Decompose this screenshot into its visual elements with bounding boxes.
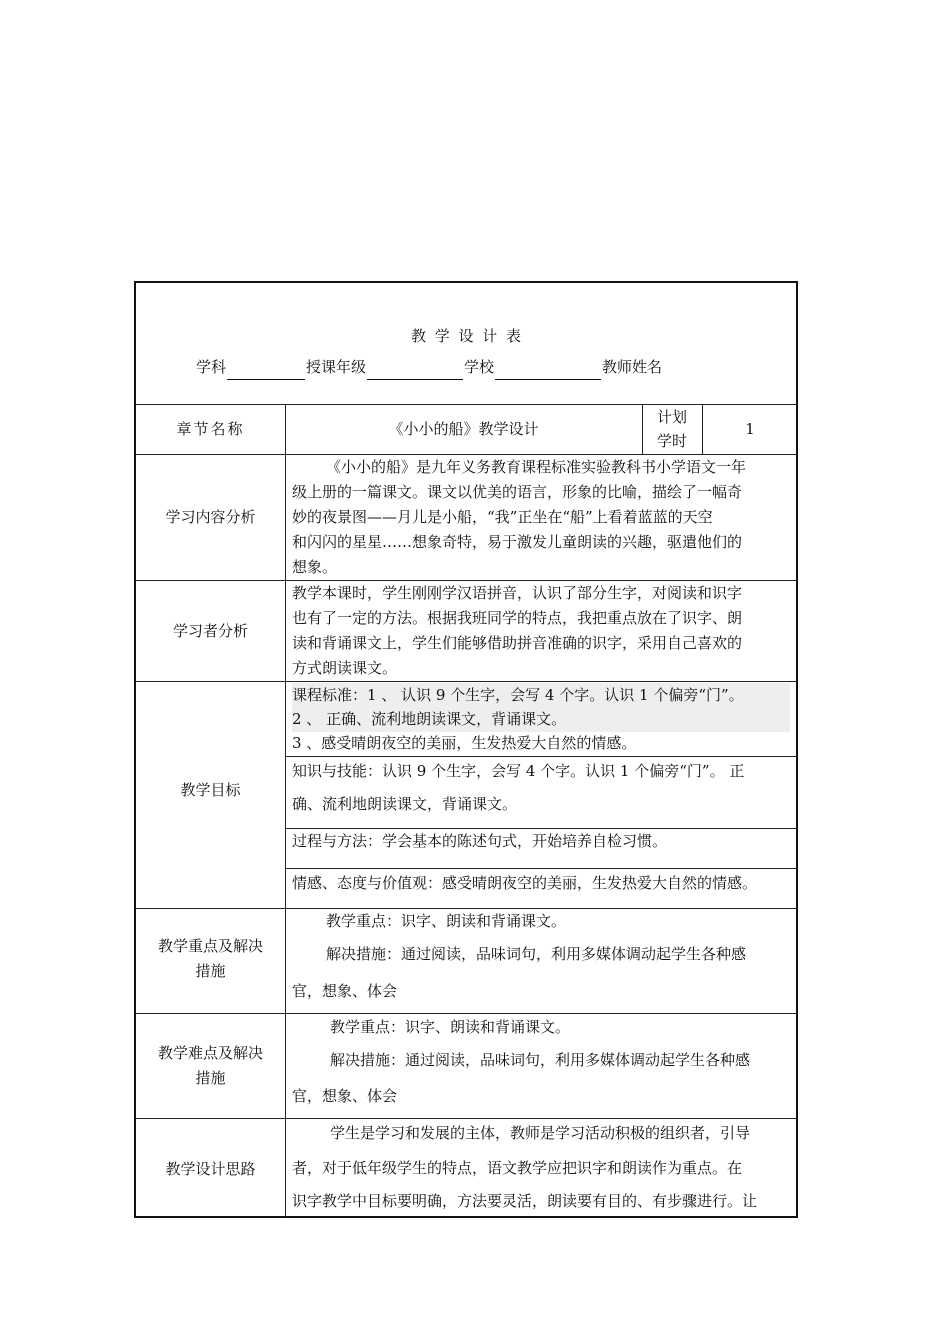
difficulties-label: 教学难点及解决 — [157, 1044, 263, 1062]
column-divider — [285, 404, 286, 1218]
objectives-label: 教学目标 — [180, 781, 241, 799]
knowledge-line: 确、流利地朗读课文，背诵课文。 — [292, 795, 518, 813]
difficulty-line: 官，想象、体会 — [292, 1087, 398, 1105]
knowledge-line: 知识与技能：认识 9 个生字，会写 4 个字。认识 1 个偏旁“门”。 正 — [292, 762, 745, 780]
hours-value: 1 — [745, 420, 755, 438]
key-points-label: 教学重点及解决 — [157, 937, 263, 955]
learner-line: 教学本课时，学生刚刚学汉语拼音，认识了部分生字，对阅读和识字 — [292, 584, 743, 602]
design-table — [134, 281, 798, 1218]
row-divider — [136, 681, 798, 682]
design-idea-line: 学生是学习和发展的主体，教师是学习活动积极的组织者，引导 — [330, 1124, 751, 1142]
grade-label: 授课年级 — [306, 358, 367, 376]
difficulty-line: 解决措施：通过阅读，品味词句，利用多媒体调动起学生各种感 — [330, 1051, 751, 1069]
chapter-label: 章节名称 — [176, 420, 245, 438]
emotion-text: 情感、态度与价值观：感受晴朗夜空的美丽，生发热爱大自然的情感。 — [292, 874, 758, 892]
difficulty-line: 教学重点：识字、朗读和背诵课文。 — [330, 1018, 571, 1036]
standard-line: 课程标准：1 、 认识 9 个生字，会写 4 个字。认识 1 个偏旁“门”。 — [292, 683, 790, 708]
subject-label: 学科 — [196, 358, 227, 376]
design-idea-line: 识字教学中目标要明确，方法要灵活，朗读要有目的、有步骤进行。让 — [292, 1192, 758, 1210]
content-line: 级上册的一篇课文。课文以优美的语言，形象的比喻，描绘了一幅奇 — [292, 483, 743, 501]
content-line: 和闪闪的星星……想象奇特，易于激发儿童朗读的兴趣，驱遣他们的 — [292, 533, 743, 551]
school-label: 学校 — [464, 358, 495, 376]
header-fields — [196, 355, 662, 380]
standard-line: 3 、感受晴朗夜空的美丽，生发热爱大自然的情感。 — [292, 734, 637, 752]
learner-line: 读和背诵课文上，学生们能够借助拼音准确的识字，采用自己喜欢的 — [292, 634, 743, 652]
hours-label-1: 计划 — [656, 408, 687, 426]
grade-blank[interactable] — [367, 363, 463, 380]
difficulties-label-2: 措施 — [195, 1069, 226, 1087]
row-divider — [136, 1013, 798, 1014]
key-point-line: 解决措施：通过阅读，品味词句，利用多媒体调动起学生各种感 — [326, 945, 747, 963]
process-text: 过程与方法：学会基本的陈述句式，开始培养自检习惯。 — [292, 832, 668, 850]
design-idea-label: 教学设计思路 — [165, 1160, 256, 1178]
key-point-line: 官，想象、体会 — [292, 982, 398, 1000]
hours-label-2: 学时 — [656, 432, 687, 450]
content-line: 妙的夜景图——月儿是小船，“我”正坐在“船”上看着蓝蓝的天空 — [292, 508, 713, 526]
teacher-label: 教师姓名 — [602, 358, 663, 376]
school-blank[interactable] — [495, 363, 601, 380]
content-analysis-label: 学习内容分析 — [165, 508, 256, 526]
row-divider — [285, 868, 798, 869]
subject-blank[interactable] — [227, 363, 305, 380]
key-points-label-2: 措施 — [195, 962, 226, 980]
key-point-line: 教学重点：识字、朗读和背诵课文。 — [326, 912, 567, 930]
standard-line: 2 、 正确、流利地朗读课文，背诵课文。 — [292, 707, 790, 732]
content-line: 《小小的船》是九年义务教育课程标准实验教科书小学语文一年 — [326, 458, 747, 476]
design-idea-line: 者，对于低年级学生的特点，语文教学应把识字和朗读作为重点。在 — [292, 1159, 743, 1177]
learner-analysis-label: 学习者分析 — [172, 622, 248, 640]
learner-line: 方式朗读课文。 — [292, 659, 398, 677]
row-divider — [285, 756, 798, 757]
form-title: 教 学 设 计 表 — [410, 327, 524, 345]
content-line: 想象。 — [292, 558, 338, 576]
row-divider — [136, 1118, 798, 1119]
learner-line: 也有了一定的方法。根据我班同学的特点，我把重点放在了识字、朗 — [292, 609, 743, 627]
chapter-value: 《小小的船》教学设计 — [388, 420, 539, 438]
